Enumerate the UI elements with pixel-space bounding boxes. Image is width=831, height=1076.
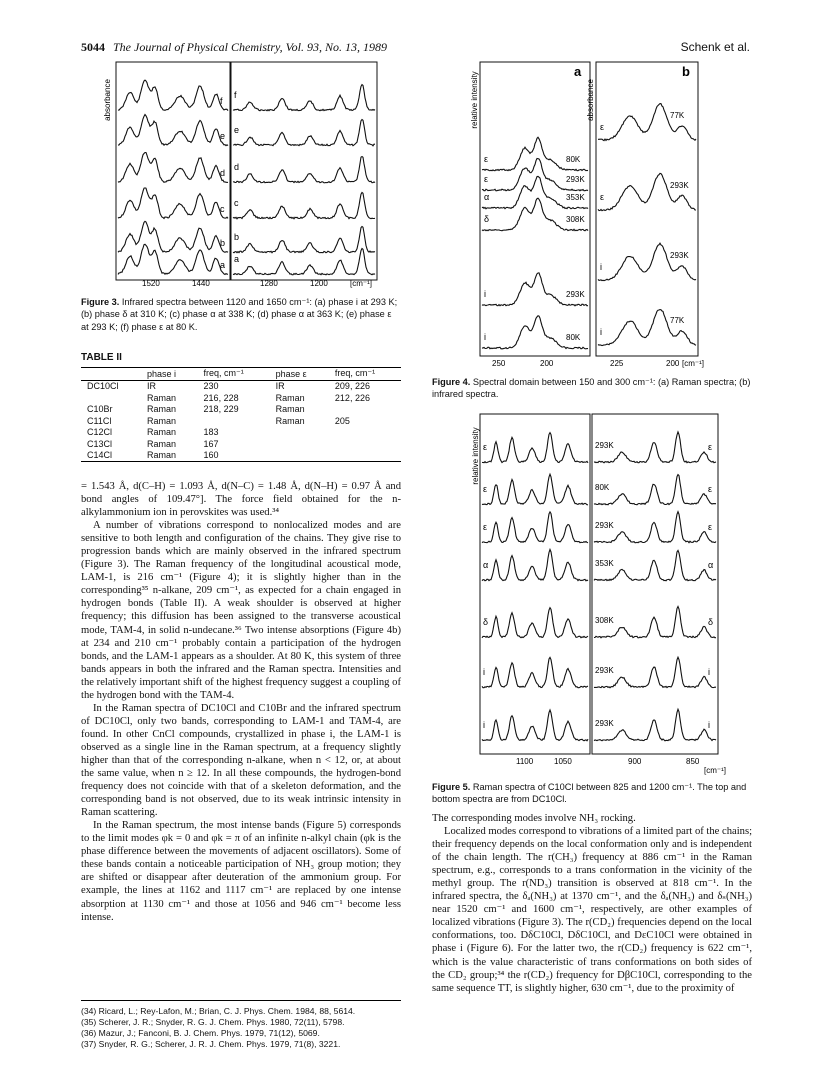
figure-3-left-trace [118,244,228,274]
figure-3-trace-label: d [220,168,226,178]
table-cell: 230 [203,381,219,392]
figure-3-trace-label: d [234,162,240,172]
table-row [81,438,401,450]
table-cell [81,392,141,404]
paragraph: In the Raman spectrum, the most intense bands (Figure 5) corresponds to the limit modes φk = 0 and φk = π of an infinite n-alkyl chain (φk is the phase difference between the movements of adjacent oscillators). Some of these bands contain a noticeable participation of NH₃ group motion; they are shifted or disappear after deuteration of the ammonium group. For example, the lines at 1162 and 1117 cm⁻¹ are replaced by one intense absorption at 1130 cm⁻¹ and those at 1056 and 946 cm⁻¹ become less intense. [81,820,401,923]
figure-4b-tick-225: 225 [610,359,624,368]
table-cell [329,427,401,439]
running-header [81,40,387,55]
figure-4a-temperature-label: 293K [566,290,585,299]
figure-4b-temperature-label: 77K [670,111,685,120]
figure-5-plot [472,412,734,774]
figure-5-phase-label-left: δ [483,617,489,627]
figure-5-phase-label-right: i [708,720,710,730]
figure-4a-temperature-label: 308K [566,215,585,224]
table-2-col-2: freq, cm⁻¹ [203,368,244,379]
figure-5-left-trace [482,550,588,581]
figure-4b-phase-label: i [600,327,602,337]
figure-4a-phase-label: ε [484,154,489,164]
figure-5-phase-label-left: α [483,560,489,570]
table-row [81,427,401,439]
figure-5 [472,412,734,774]
figure-4a-temperature-label: 80K [566,333,581,342]
table-cell: Raman [146,450,176,461]
left-column-body [81,480,401,924]
table-cell: 160 [203,450,219,461]
figure-5-right-traces [594,432,716,741]
figure-4a-tick-200: 200 [540,359,554,368]
figure-5-left-trace [482,710,588,741]
table-cell: IR [275,381,285,392]
table-2-title: TABLE II [81,352,122,363]
figure-5-phase-label-left: ε [483,442,488,452]
figure-5-phase-label-right: ε [708,484,713,494]
figure-3-trace-label: f [234,90,237,100]
figure-4b-phase-label: ε [600,122,605,132]
table-cell: Raman [275,392,305,403]
table-cell: Raman [275,415,305,426]
reference-item: (34) Ricard, L.; Rey-Lafon, M.; Brian, C. J. Phys. Chem. 1984, 88, 5614. [81,1006,356,1016]
table-2-header-row [81,368,401,381]
table-cell [329,450,401,462]
figure-4a-panel-label: a [574,64,582,79]
table-cell: IR [146,381,156,392]
figure-5-phase-label-right: ε [708,442,713,452]
figure-4a-temperature-label: 293K [566,175,585,184]
table-row [81,404,401,416]
table-cell [329,404,401,416]
figure-5-phase-label-left: i [483,667,485,677]
reference-item: (35) Scherer, J. R.; Snyder, R. G. J. Chem. Phys. 1980, 72(11), 5798. [81,1017,345,1027]
table-row [81,415,401,427]
figure-5-left-trace [482,433,588,463]
figure-4b-trace [598,104,696,141]
figure-3-caption-text: Infrared spectra between 1120 and 1650 cm⁻¹: (a) phase i at 293 K; (b) phase δ at 310 K; (c) phase α at 338 K; (d) phase α at 363 K; (e) phase ε at 293 K; (f) phase ε at 80 K. [81,297,398,332]
figure-3-right-traces [233,85,375,275]
figure-5-temperature-label: 353K [595,559,614,568]
figure-5-left-trace [482,474,588,505]
figure-5-ylabel: relative intensity [471,427,480,485]
figure-4b-unit: [cm⁻¹] [682,359,704,368]
reference-item: (37) Snyder, R. G.; Scherer, J. R. J. Chem. Phys. 1979, 71(8), 3221. [81,1039,341,1049]
figure-3-left-trace [118,115,228,146]
journal-title: The Journal of Physical Chemistry, Vol. 93, No. 13, 1989 [113,40,387,54]
figure-4-caption-text: Spectral domain between 150 and 300 cm⁻¹: (a) Raman spectra; (b) infrared spectra. [432,377,751,400]
figure-4b-tick-200: 200 [666,359,680,368]
table-2 [81,367,401,462]
figure-4b-panel-label: b [682,64,690,79]
figure-5-temperature-label: 293K [595,441,614,450]
figure-5-temperature-label: 293K [595,521,614,530]
figure-5-tick-1050: 1050 [554,757,572,766]
figure-5-left-trace [482,608,588,638]
table-row [81,380,401,392]
figure-3-left-traces [118,80,228,274]
figure-4a-phase-label: i [484,289,486,299]
figure-3-caption [81,296,401,333]
table-cell [329,438,401,450]
table-cell: C14Cl [87,450,113,461]
figure-3-trace-label: b [220,238,226,248]
table-cell: Raman [146,415,176,426]
figure-4b-traces [598,104,696,346]
figure-3 [100,60,400,288]
figure-5-caption-label: Figure 5. [432,782,471,792]
figure-5-right-trace [594,475,716,505]
table-cell [270,438,329,450]
table-cell: Raman [275,404,305,415]
figure-5-temperature-label: 293K [595,719,614,728]
figure-4a-tick-250: 250 [492,359,506,368]
table-cell: 167 [203,438,219,449]
figure-3-trace-label: c [220,204,225,214]
figure-3-unit: [cm⁻¹] [350,279,372,288]
figure-5-phase-label-right: α [708,560,714,570]
table-cell: DC10Cl [87,381,119,392]
figure-5-caption-text: Raman spectra of C10Cl between 825 and 1200 cm⁻¹. The top and bottom spectra are from DC10Cl. [432,782,747,805]
table-cell: C13Cl [87,438,113,449]
figure-3-caption-label: Figure 3. [81,297,120,307]
figure-3-left-trace [118,221,228,252]
figure-4a-phase-label: δ [484,214,490,224]
figure-5-tick-1100: 1100 [516,757,534,766]
table-cell: 205 [334,415,350,426]
figure-5-phase-label-left: ε [483,522,488,532]
figure-4-plot [470,60,710,370]
table-cell [198,415,270,427]
references [81,1006,403,1050]
figure-3-tick-1280: 1280 [260,279,278,288]
figure-4a-temperature-label: 353K [566,193,585,202]
figure-3-tick-1440: 1440 [192,279,210,288]
figure-5-right-frame [592,414,718,754]
page-number: 5044 [81,40,105,54]
figure-5-left-frame [480,414,590,754]
figure-5-temperature-label: 293K [595,666,614,675]
figure-3-trace-label: a [234,254,240,264]
figure-3-right-labels [234,90,239,264]
figure-5-left-trace [482,657,588,687]
table-cell: 183 [203,427,219,438]
figure-4a-traces [482,137,588,348]
figure-3-trace-label: b [234,232,240,242]
figure-4b-trace [598,310,696,346]
figure-4-caption-label: Figure 4. [432,377,471,387]
figure-4b-trace [598,243,696,281]
running-authors: Schenk et al. [680,40,750,54]
figure-5-left-trace [482,512,588,543]
paragraph: Localized modes correspond to vibrations of a limited part of the chains; their frequency depends on the local conformation only and is independent of the chain length. The r(CH₃) frequency at 886 cm⁻¹ in the Raman spectrum, e.g., corresponds to a trans conformation in the vicinity of the methyl group. The r(ND₃) transition is observed at 818 cm⁻¹. In the infrared spectra, the δₐ(NH₃) at 1370 cm⁻¹, and the δₐ(NH₃) and δₛ(NH₃) near 1520 cm⁻¹ and 1600 cm⁻¹, respectively, are other examples of localized vibrations (Figure 3). The r(CD₂) frequencies depend on the local conformations, too. DδC10Cl, DδC10Cl, and DεC10Cl were obtained in phase i (Figure 6). For the latter two, the r(CD₂) frequency is 622 cm⁻¹, which is the value characteristic of trans conformations on both sides of the CD₂ group;³⁴ the r(CD₂) frequency for DβC10Cl, corresponding to the same sequence TT, is slightly higher, 630 cm⁻¹, due to the proximity of [432,826,753,994]
table-2-col-0 [81,368,141,381]
figure-4a-phase-label: i [484,332,486,342]
footnote-rule [81,1000,401,1001]
figure-3-trace-label: e [220,131,226,141]
figure-4b-ylabel: absorbance [586,79,595,121]
figure-3-trace-label: a [220,260,226,270]
figure-4-caption [432,376,752,401]
figure-5-temperature-label: 308K [595,616,614,625]
reference-item: (36) Mazur, J.; Fanconi, B. J. Chem. Phys. 1979, 71(12), 5069. [81,1028,320,1038]
table-cell: 216, 228 [203,392,239,403]
table-cell: C11Cl [87,415,112,426]
figure-5-temperature-label: 80K [595,483,610,492]
paragraph: The corresponding modes involve NH₃ rocking. [432,813,636,824]
figure-4b-trace [598,173,696,210]
figure-5-phase-label-left: i [483,720,485,730]
figure-4b-temperature-label: 293K [670,251,689,260]
table-cell: Raman [146,404,176,415]
table-cell: C12Cl [87,427,113,438]
figure-3-tick-1520: 1520 [142,279,160,288]
figure-3-right-trace [233,193,375,219]
right-column-body [432,812,752,995]
figure-4a-phase-label: ε [484,174,489,184]
figure-3-plot [100,60,400,288]
figure-3-tick-1200: 1200 [310,279,328,288]
figure-3-right-trace [233,157,375,183]
figure-3-left-trace [118,80,228,111]
figure-5-tick-900: 900 [628,757,642,766]
figure-4b-phase-label: ε [600,192,605,202]
figure-5-phase-label-left: ε [483,484,488,494]
figure-3-trace-label: c [234,198,239,208]
figure-3-right-trace [233,120,375,146]
table-2-col-3: phase ε [275,368,307,379]
table-row [81,450,401,462]
figure-3-right-trace [233,249,375,275]
table-cell: 212, 226 [334,392,370,403]
figure-4b-temperature-label: 293K [670,181,689,190]
table-cell: Raman [146,427,176,438]
table-cell: 209, 226 [334,381,370,392]
figure-4a-temperature-label: 80K [566,155,581,164]
figure-5-left-traces [482,433,588,741]
figure-5-phase-label-right: i [708,667,710,677]
table-2-col-4: freq, cm⁻¹ [334,368,376,379]
table-cell: 218, 229 [203,404,239,415]
table-cell: Raman [146,438,176,449]
paragraph: A number of vibrations correspond to nonlocalized modes and are sensitive to both length and configuration of the chains. They give rise to progression bands which are mainly observed in the infrared spectrum (Figure 3). The Raman frequency of the longitudinal acoustical mode, LAM-1, is 216 cm⁻¹ (Figure 4); it is slightly higher than in the corresponding³⁵ n-alkane, 209 cm⁻¹, as expected for a chain engaged in hydrogen bonds (Table II). A weak shoulder is observed at higher frequency; this diffusion has been assigned to the transverse acoustical mode, TAM-4, in solid n-undecane.³⁶ Two intense absorptions (Figure 4b) at 234 and 210 cm⁻¹ probably contain a participation of the hydrogen bonds, and the LAM-1 appears as a shoulder. At 80 K, this system of three bands appears in both the infrared and the Raman spectra. Intensities and the relatively important shift of the highest frequency suggest a coupling of the hydrogen bond with the TAM-4. [81,520,401,701]
table-row [81,392,401,404]
table-cell: C10Br [87,404,113,415]
table-cell: Raman [146,392,176,403]
figure-3-trace-label: f [220,96,223,106]
table-cell [270,427,329,439]
figure-4a-ylabel: relative intensity [470,71,479,129]
figure-3-left-trace [118,188,228,219]
table-cell [270,450,329,462]
figure-4 [470,60,710,370]
figure-4b-temperature-label: 77K [670,316,685,325]
figure-5-tick-850: 850 [686,757,700,766]
figure-4b-phase-label: i [600,262,602,272]
figure-3-left-labels [220,96,225,270]
figure-3-ylabel: absorbance [103,79,112,121]
figure-5-caption [432,781,752,806]
paragraph: In the Raman spectra of DC10Cl and C10Br and the infrared spectrum of DC10Cl, only two bands, corresponding to LAM-1 and TAM-4, are found. In other CnCl compounds, crystallized in phase i, the LAM-1 is observed as a single line in the Raman spectrum, at a frequency slightly higher than that of the corresponding n-alkane, when n < 12, or, at about the same value, when n ≥ 12. In all these compounds, the hydrogen-bond frequency does not coincide with that of a skeleton deformation, and the corresponding band is not observed, due to its weak intrinsic intensity in Raman scattering. [81,702,401,819]
figure-3-right-trace [233,85,375,111]
figure-3-right-trace [233,227,375,253]
table-2-col-1: phase i [146,368,177,379]
paragraph: = 1.543 Å, d(C–H) = 1.093 Å, d(N–C) = 1.48 Å, d(N–H) = 0.97 Å and bond angles of 109.47°]. The force field obtained for the n-alkylammonium ion in perovskites was used.³⁴ [81,481,401,519]
figure-3-trace-label: e [234,125,240,135]
figure-3-left-trace [118,153,228,183]
figure-4a-frame [480,62,590,356]
figure-4a-phase-label: α [484,192,490,202]
figure-5-unit: [cm⁻¹] [704,766,726,775]
figure-5-phase-label-right: ε [708,522,713,532]
figure-5-phase-label-right: δ [708,617,714,627]
